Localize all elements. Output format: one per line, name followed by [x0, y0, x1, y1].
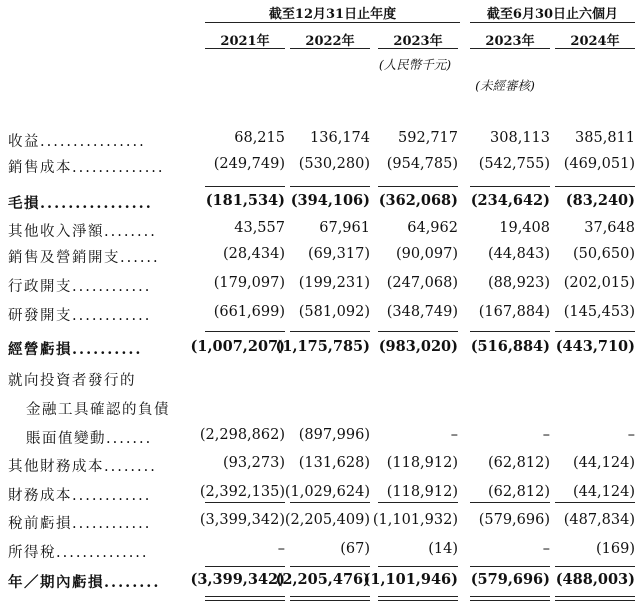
row-leader-dots: ................ — [40, 195, 153, 212]
row-label — [8, 484, 151, 505]
row-label-text: 毛損 — [8, 195, 40, 212]
header-year-rule — [205, 22, 460, 23]
total-double-rule — [290, 596, 370, 601]
row-value: (2,205,476) — [275, 571, 370, 588]
audit-note: (未經審核) — [475, 78, 535, 93]
column-header-2021: 2021年 — [220, 34, 270, 49]
row-value: (1,101,932) — [372, 512, 458, 528]
row-value: (44,843) — [487, 246, 550, 262]
subtotal-rule — [378, 331, 458, 332]
row-value: – — [450, 427, 458, 443]
row-value: (1,175,785) — [275, 338, 370, 355]
row-value: (131,628) — [298, 455, 370, 471]
row-value: (2,205,409) — [284, 512, 370, 528]
subtotal-rule — [378, 186, 458, 187]
subtotal-rule — [378, 566, 458, 567]
row-value: (83,240) — [565, 192, 635, 209]
total-double-rule — [470, 596, 550, 601]
row-value: (443,710) — [555, 338, 635, 355]
table-row — [0, 398, 640, 420]
table-row — [0, 512, 640, 534]
row-value: 308,113 — [490, 130, 550, 146]
total-double-rule — [205, 596, 285, 601]
header-half-group: 截至6月30日止六個月 — [486, 7, 619, 22]
table-row — [0, 541, 640, 563]
row-value: (69,317) — [307, 246, 370, 262]
row-label-text: 收益 — [8, 134, 40, 150]
row-value: (469,051) — [563, 156, 635, 172]
row-value: (202,015) — [563, 275, 635, 291]
row-value: (542,755) — [478, 156, 550, 172]
row-label — [26, 427, 152, 448]
column-rule-2022 — [290, 48, 370, 49]
row-value: – — [277, 541, 285, 557]
row-value: (2,298,862) — [199, 427, 285, 443]
row-label-text: 銷售成本 — [8, 160, 72, 176]
total-double-rule — [378, 596, 458, 601]
row-value: (579,696) — [478, 512, 550, 528]
subtotal-rule — [290, 566, 370, 567]
row-value: (516,884) — [470, 338, 550, 355]
row-value: (118,912) — [386, 455, 458, 471]
table-row — [0, 427, 640, 449]
row-value: 68,215 — [234, 130, 285, 146]
row-label — [8, 571, 160, 592]
row-leader-dots: ............ — [72, 279, 152, 295]
subtotal-rule — [205, 186, 285, 187]
row-value: (3,399,342) — [190, 571, 285, 588]
currency-note: (人民幣千元) — [378, 57, 452, 72]
row-value: (145,453) — [563, 304, 635, 320]
row-label-text: 稅前虧損 — [8, 516, 72, 532]
row-value: 37,648 — [584, 220, 635, 236]
row-label — [26, 398, 170, 419]
row-value: (44,124) — [572, 455, 635, 471]
table-row — [0, 275, 640, 297]
row-label-text: 所得稅 — [8, 545, 56, 561]
row-value: (488,003) — [555, 571, 635, 588]
row-value: (579,696) — [470, 571, 550, 588]
column-header-2023: 2023年 — [393, 34, 443, 49]
header-half-rule — [470, 22, 635, 23]
subtotal-rule — [555, 186, 635, 187]
table-row — [0, 130, 640, 152]
row-value: (62,812) — [487, 455, 550, 471]
subtotal-rule — [555, 502, 635, 503]
subtotal-rule — [290, 331, 370, 332]
row-label — [8, 541, 149, 562]
row-leader-dots: ........ — [104, 574, 161, 591]
row-value: (1,007,207) — [190, 338, 285, 355]
table-row — [0, 246, 640, 268]
subtotal-rule — [290, 186, 370, 187]
row-value: (67) — [340, 541, 370, 557]
row-value: (234,642) — [470, 192, 550, 209]
row-label-text: 年／期內虧損 — [8, 574, 104, 591]
row-leader-dots: ....... — [106, 431, 153, 447]
header-year-group: 截至12月31日止年度 — [268, 7, 397, 22]
row-value: (530,280) — [298, 156, 370, 172]
subtotal-rule — [290, 502, 370, 503]
row-value: (954,785) — [386, 156, 458, 172]
row-label-text: 其他財務成本 — [8, 459, 104, 475]
row-leader-dots: ............ — [72, 308, 152, 324]
row-leader-dots: .............. — [72, 160, 165, 176]
table-row — [0, 369, 640, 391]
table-row — [0, 571, 640, 593]
table-row — [0, 455, 640, 477]
row-label — [8, 304, 151, 325]
row-value: (1,029,624) — [284, 484, 370, 500]
table-row — [0, 192, 640, 214]
row-value: (394,106) — [290, 192, 370, 209]
row-value: (581,092) — [298, 304, 370, 320]
row-leader-dots: ........ — [104, 459, 157, 475]
table-row — [0, 304, 640, 326]
row-value: (199,231) — [298, 275, 370, 291]
column-header-2024-half: 2024年 — [570, 34, 620, 49]
row-value: (28,434) — [222, 246, 285, 262]
row-value: (118,912) — [386, 484, 458, 500]
row-label — [8, 156, 165, 177]
row-value: 385,811 — [575, 130, 635, 146]
total-double-rule — [555, 596, 635, 601]
row-label — [8, 512, 151, 533]
table-row — [0, 156, 640, 178]
row-value: 136,174 — [310, 130, 370, 146]
row-value: (249,749) — [213, 156, 285, 172]
subtotal-rule — [470, 331, 550, 332]
row-label — [8, 369, 136, 390]
subtotal-rule — [205, 566, 285, 567]
row-label — [8, 130, 146, 151]
row-leader-dots: ............ — [72, 488, 152, 504]
row-label-text: 賬面值變動 — [26, 431, 106, 447]
column-header-2022: 2022年 — [305, 34, 355, 49]
row-value: (50,650) — [572, 246, 635, 262]
row-label — [8, 338, 142, 359]
subtotal-rule — [470, 502, 550, 503]
subtotal-rule — [205, 331, 285, 332]
row-label-text: 財務成本 — [8, 488, 72, 504]
row-leader-dots: .............. — [56, 545, 149, 561]
row-value: 64,962 — [407, 220, 458, 236]
row-value: (181,534) — [205, 192, 285, 209]
table-row — [0, 220, 640, 242]
row-value: 592,717 — [398, 130, 458, 146]
row-value: (93,273) — [222, 455, 285, 471]
row-label-text: 就向投資者發行的 — [8, 373, 136, 389]
subtotal-rule — [470, 186, 550, 187]
row-label — [8, 275, 151, 296]
row-value: (2,392,135) — [199, 484, 285, 500]
row-value: (3,399,342) — [199, 512, 285, 528]
row-value: (348,749) — [386, 304, 458, 320]
row-label-text: 行政開支 — [8, 279, 72, 295]
row-value: (88,923) — [487, 275, 550, 291]
row-value: (661,699) — [213, 304, 285, 320]
column-rule-2024-half — [555, 48, 635, 49]
row-leader-dots: ...... — [120, 250, 160, 266]
subtotal-rule — [378, 502, 458, 503]
row-label — [8, 246, 160, 267]
row-value: – — [542, 541, 550, 557]
row-value: 19,408 — [499, 220, 550, 236]
row-label — [8, 192, 153, 213]
row-value: 67,961 — [319, 220, 370, 236]
row-value: (1,101,946) — [363, 571, 458, 588]
row-value: (179,097) — [213, 275, 285, 291]
column-header-2023-half: 2023年 — [485, 34, 535, 49]
subtotal-rule — [470, 566, 550, 567]
column-rule-2023-half — [470, 48, 550, 49]
row-label — [8, 455, 157, 476]
row-value: (487,834) — [563, 512, 635, 528]
row-leader-dots: ............ — [72, 516, 152, 532]
row-label-text: 其他收入淨額 — [8, 224, 104, 240]
table-row — [0, 338, 640, 360]
row-label-text: 銷售及營銷開支 — [8, 250, 120, 266]
column-rule-2021 — [205, 48, 285, 49]
row-label-text: 研發開支 — [8, 308, 72, 324]
row-leader-dots: ........ — [104, 224, 157, 240]
row-value: (247,068) — [386, 275, 458, 291]
row-value: (90,097) — [395, 246, 458, 262]
row-value: (44,124) — [572, 484, 635, 500]
subtotal-rule — [555, 331, 635, 332]
row-label — [8, 220, 157, 241]
row-value: – — [627, 427, 635, 443]
column-rule-2023 — [378, 48, 458, 49]
row-leader-dots: .......... — [72, 341, 143, 358]
row-value: (169) — [596, 541, 635, 557]
row-leader-dots: ................ — [40, 134, 146, 150]
row-value: (167,884) — [478, 304, 550, 320]
row-value: – — [542, 427, 550, 443]
row-label-text: 經營虧損 — [8, 341, 72, 358]
subtotal-rule — [205, 502, 285, 503]
row-label-text: 金融工具確認的負債 — [26, 402, 170, 418]
row-value: (362,068) — [378, 192, 458, 209]
row-value: 43,557 — [234, 220, 285, 236]
row-value: (983,020) — [378, 338, 458, 355]
row-value: (62,812) — [487, 484, 550, 500]
row-value: (897,996) — [298, 427, 370, 443]
row-value: (14) — [428, 541, 458, 557]
subtotal-rule — [555, 566, 635, 567]
